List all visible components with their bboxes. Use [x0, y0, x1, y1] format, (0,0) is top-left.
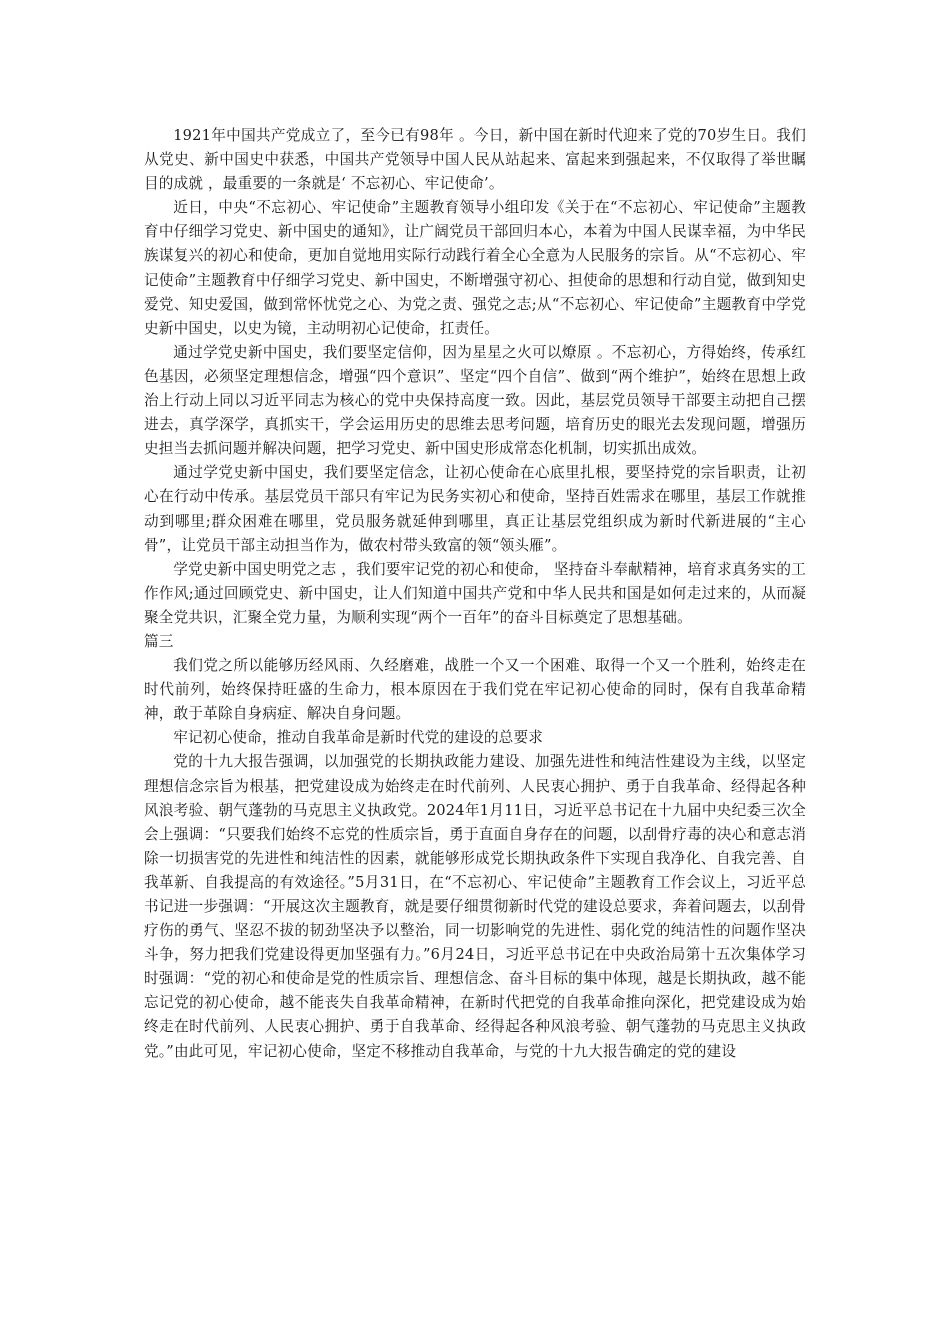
- paragraph: 党的十九大报告强调，以加强党的长期执政能力建设、加强先进性和纯洁性建设为主线，以坚定理想信念宗旨为根基，把党建设成为始终走在时代前列、人民衷心拥护、勇于自我革命、经得起各种风浪考验、朝气蓬勃的马克思主义执政党。2024年1月11日，习近平总书记在十九届中央纪委三次全会上强调：“只要我们始终不忘党的性质宗旨，勇于直面自身存在的问题，以刮骨疗毒的决心和意志消除一切损害党的先进性和纯洁性的因素，就能够形成党长期执政条件下实现自我净化、自我完善、自我革新、自我提高的有效途径。”5月31日，在“不忘初心、牢记使命”主题教育工作会议上，习近平总书记进一步强调：“开展这次主题教育，就是要仔细贯彻新时代党的建设总要求，奔着问题去，以刮骨疗伤的勇气、坚忍不拔的韧劲坚决予以整治，同一切影响党的先进性、弱化党的纯洁性的问题作坚决斗争，努力把我们党建设得更加坚强有力。”6月24日，习近平总书记在中央政治局第十五次集体学习时强调：“党的初心和使命是党的性质宗旨、理想信念、奋斗目标的集中体现，越是长期执政，越不能忘记党的初心使命，越不能丧失自我革命精神，在新时代把党的自我革命推向深化，把党建设成为始终走在时代前列、人民衷心拥护、勇于自我革命、经得起各种风浪考验、朝气蓬勃的马克思主义执政党。”由此可见，牢记初心使命，坚定不移推动自我革命，与党的十九大报告确定的党的建设: [144, 753, 806, 1060]
- paragraph: 通过学党史新中国史，我们要坚定信仰，因为星星之火可以燎原 。不忘初心，方得始终，传承红色基因，必须坚定理想信念，增强“四个意识”、坚定“四个自信”、做到“两个维护”，始终在思想上政治上行动上同以习近平同志为核心的党中央保持高度一致。因此，基层党员领导干部要主动把自己摆进去，真学深学，真抓实干，学会运用历史的思维去思考问题，培育历史的眼光去发现问题，增强历史担当去抓问题并解决问题，把学习党史、新中国史形成常态化机制，切实抓出成效。: [144, 343, 806, 458]
- paragraph: 学党史新中国史明党之志 ，我们要牢记党的初心和使命， 坚持奋斗奉献精神，培育求真务实的工作作风;通过回顾党史、新中国史，让人们知道中国共产党和中华人民共和国是如何走过来的，从而凝聚全党共识，汇聚全党力量，为顺利实现“两个一百年”的奋斗目标奠定了思想基础。: [144, 560, 806, 626]
- section-heading: 篇三: [144, 632, 174, 650]
- paragraph: 通过学党史新中国史，我们要坚定信念，让初心使命在心底里扎根，要坚持党的宗旨职责，让初心在行动中传承。基层党员干部只有牢记为民务实初心和使命，坚持百姓需求在哪里，基层工作就推动到哪里;群众困难在哪里，党员服务就延伸到哪里，真正让基层党组织成为新时代新进展的“主心骨”，让党员干部主动担当作为，做农村带头致富的领“领头雁”。: [144, 464, 806, 554]
- paragraph: 近日，中央“不忘初心、牢记使命”主题教育领导小组印发《关于在“不忘初心、牢记使命”主题教育中仔细学习党史、新中国史的通知》，让广阔党员干部回归本心，本着为中国人民谋幸福，为中华民族谋复兴的初心和使命，更加自觉地用实际行动践行着全心全意为人民服务的宗旨。从“不忘初心、牢记使命”主题教育中仔细学习党史、新中国史，不断增强守初心、担使命的思想和行动自觉，做到知史爱党、知史爱国，做到常怀忧党之心、为党之责、强党之志;从“不忘初心、牢记使命”主题教育中学党史新中国史，以史为镜，主动明初心记使命，扛责任。: [144, 199, 806, 337]
- document-body: [144, 124, 806, 1064]
- subheading-paragraph: 牢记初心使命，推动自我革命是新时代党的建设的总要求: [173, 729, 544, 747]
- paragraph: 我们党之所以能够历经风雨、久经磨难，战胜一个又一个困难、取得一个又一个胜利，始终走在时代前列，始终保持旺盛的生命力，根本原因在于我们党在牢记初心使命的同时，保有自我革命精神，敢于革除自身病症、解决自身问题。: [144, 657, 806, 723]
- paragraph: 1921年中国共产党成立了，至今已有98年 。今日，新中国在新时代迎来了党的70岁生日。我们从党史、新中国史中获悉，中国共产党领导中国人民从站起来、富起来到强起来，不仅取得了举世瞩目的成就 ，最重要的一条就是‘ 不忘初心、牢记使命’。: [144, 127, 806, 193]
